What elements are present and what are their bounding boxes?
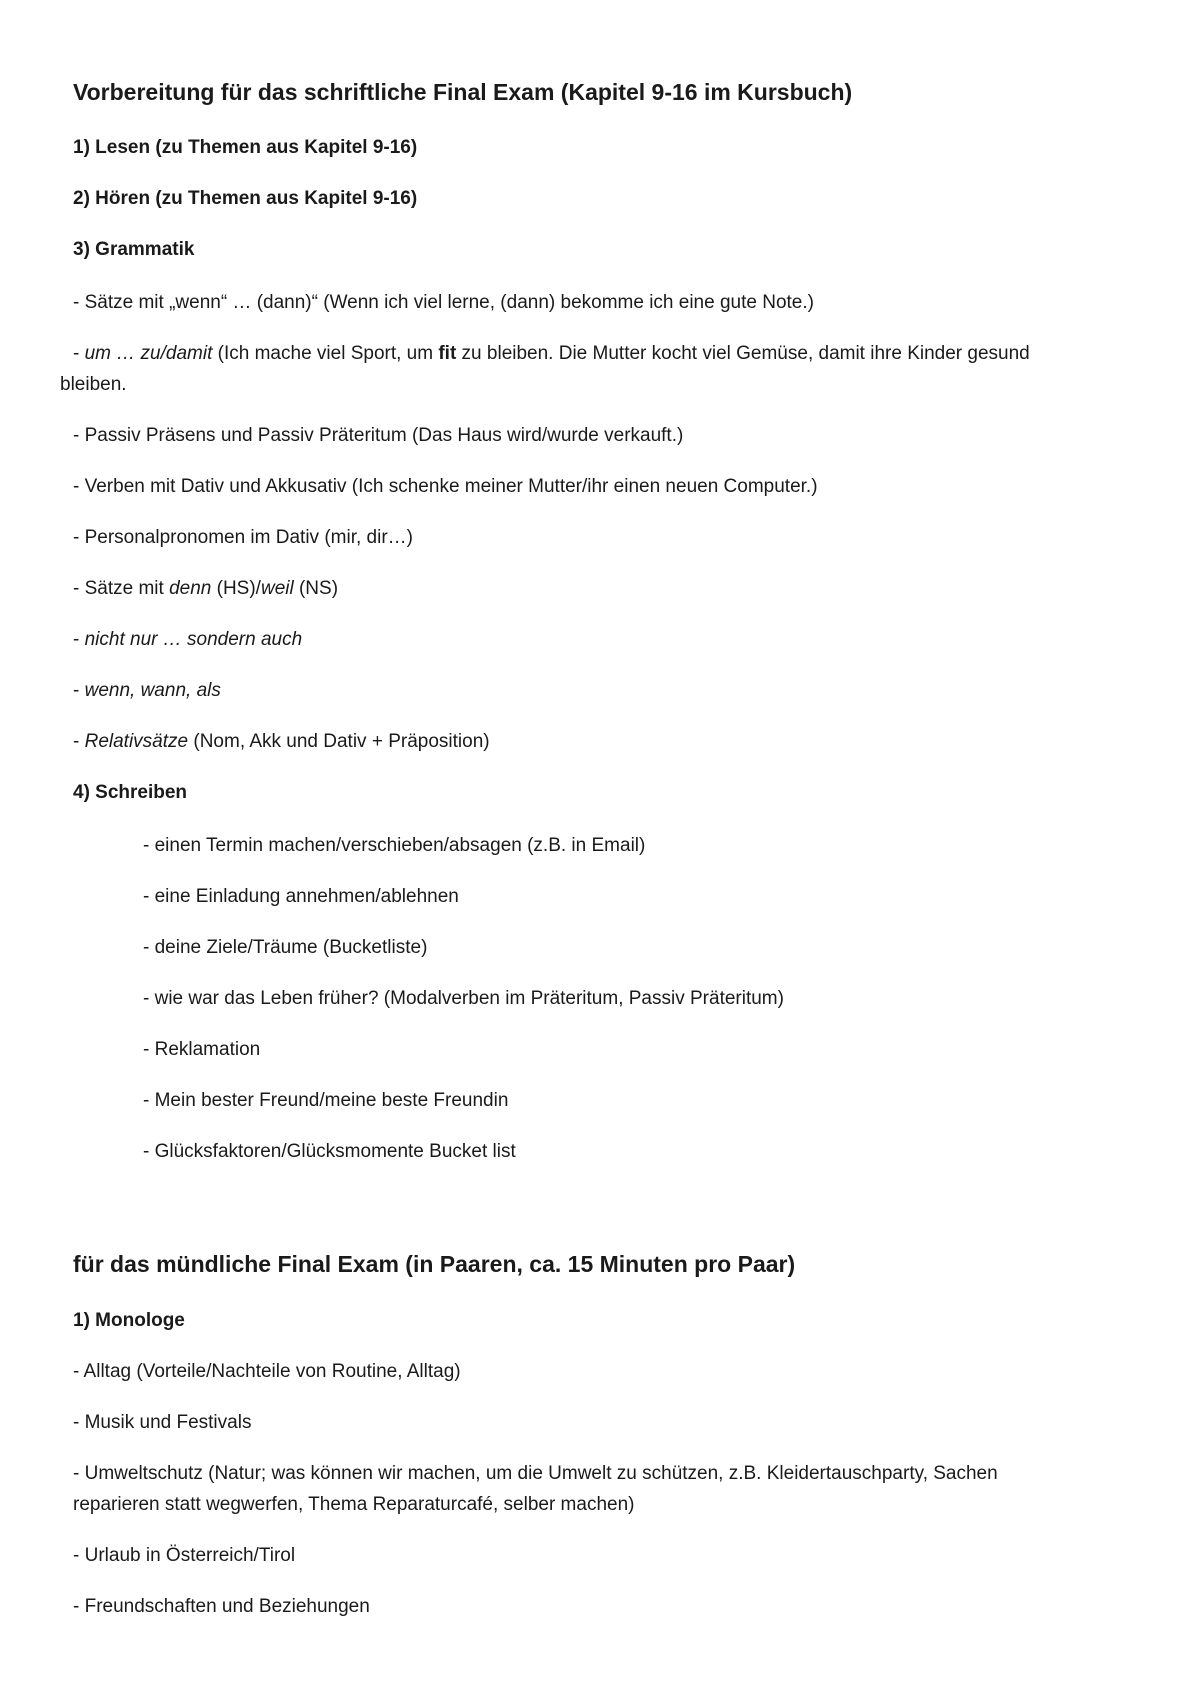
writing-item-termin: - einen Termin machen/verschieben/absagen (z.B. in Email) xyxy=(143,835,646,856)
item-text: (Nom, Akk und Dativ + Präposition) xyxy=(188,731,490,752)
grammar-item-verben-dativ-akkusativ: - Verben mit Dativ und Akkusativ (Ich schenke meiner Mutter/ihr einen neuen Computer.) xyxy=(73,476,818,497)
example-text: zu bleiben. Die Mutter kocht viel Gemüse, damit ihre Kinder gesund xyxy=(456,343,1030,364)
writing-item-freund: - Mein bester Freund/meine beste Freundin xyxy=(143,1090,509,1111)
oral-exam-title: für das mündliche Final Exam (in Paaren, ca. 15 Minuten pro Paar) xyxy=(73,1251,796,1277)
writing-item-reklamation: - Reklamation xyxy=(143,1039,261,1060)
grammar-item-denn-weil xyxy=(73,577,338,601)
section-grammatik: 3) Grammatik xyxy=(73,239,195,260)
grammar-term: weil xyxy=(260,578,294,599)
oral-item-urlaub: - Urlaub in Österreich/Tirol xyxy=(73,1545,296,1566)
dash: - xyxy=(73,629,85,650)
section-hoeren: 2) Hören (zu Themen aus Kapitel 9-16) xyxy=(73,188,418,209)
dash: - xyxy=(73,343,85,364)
example-text: (Ich mache viel Sport, um xyxy=(212,343,439,364)
item-text: - Sätze mit xyxy=(73,578,170,599)
section-schreiben: 4) Schreiben xyxy=(73,782,188,803)
grammar-item-nicht-nur xyxy=(73,628,302,652)
dash: - xyxy=(73,731,85,752)
writing-item-gluecksfaktoren: - Glücksfaktoren/Glücksmomente Bucket list xyxy=(143,1141,516,1162)
oral-item-umweltschutz-continued: reparieren statt wegwerfen, Thema Reparaturcafé, selber machen) xyxy=(73,1494,635,1515)
bold-word: fit xyxy=(438,343,457,364)
writing-item-ziele: - deine Ziele/Träume (Bucketliste) xyxy=(143,937,428,958)
dash: - xyxy=(73,680,85,701)
item-text: (NS) xyxy=(293,578,339,599)
grammar-item-relativsaetze xyxy=(73,730,490,754)
oral-item-umweltschutz: - Umweltschutz (Natur; was können wir machen, um die Umwelt zu schützen, z.B. Kleidertauschparty, Sachen xyxy=(73,1463,998,1484)
grammar-term: um … zu/damit xyxy=(84,343,213,364)
writing-item-einladung: - eine Einladung annehmen/ablehnen xyxy=(143,886,459,907)
grammar-item-um-zu xyxy=(73,342,1030,366)
writing-item-leben-frueher: - wie war das Leben früher? (Modalverben im Präteritum, Passiv Präteritum) xyxy=(143,988,784,1009)
oral-item-musik: - Musik und Festivals xyxy=(73,1412,252,1433)
item-text: (HS)/ xyxy=(211,578,261,599)
page-title: Vorbereitung für das schriftliche Final Exam (Kapitel 9-16 im Kursbuch) xyxy=(73,79,853,105)
oral-item-freundschaften: - Freundschaften und Beziehungen xyxy=(73,1596,370,1617)
grammar-item-personalpronomen: - Personalpronomen im Dativ (mir, dir…) xyxy=(73,527,413,548)
grammar-term: Relativsätze xyxy=(84,731,189,752)
section-lesen: 1) Lesen (zu Themen aus Kapitel 9-16) xyxy=(73,137,418,158)
grammar-term: wenn, wann, als xyxy=(84,680,221,701)
section-monologe: 1) Monologe xyxy=(73,1310,185,1331)
grammar-item-um-zu-continued: bleiben. xyxy=(60,374,127,395)
grammar-term: denn xyxy=(169,578,212,599)
grammar-item-wenn-dann: - Sätze mit „wenn“ … (dann)“ (Wenn ich viel lerne, (dann) bekomme ich eine gute Note.) xyxy=(73,292,814,313)
grammar-item-passiv: - Passiv Präsens und Passiv Präteritum (Das Haus wird/wurde verkauft.) xyxy=(73,425,684,446)
oral-item-alltag: - Alltag (Vorteile/Nachteile von Routine, Alltag) xyxy=(73,1361,461,1382)
grammar-item-wenn-wann-als xyxy=(73,679,221,703)
grammar-term: nicht nur … sondern auch xyxy=(84,629,303,650)
